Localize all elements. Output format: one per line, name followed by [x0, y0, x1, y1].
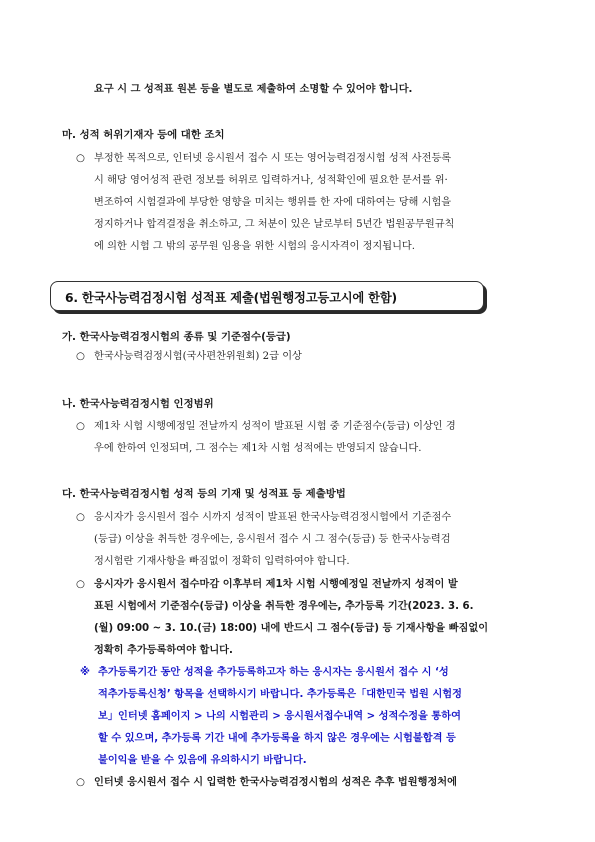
continuation-line: 요구 시 그 성적표 원본 등을 별도로 제출하여 소명할 수 있어야 합니다.	[94, 84, 413, 95]
section-ma-heading: 마. 성적 허위기재자 등에 대한 조치	[62, 129, 225, 141]
section-ma-line-1: 부정한 목적으로, 인터넷 응시원서 접수 시 또는 영어능력검정시험 성적 사전등록	[94, 153, 452, 164]
section-da-p1-line-2: (등급) 이상을 취득한 경우에는, 응시원서 접수 시 그 점수(등급) 등 한국사능력검	[94, 534, 451, 545]
section-na-line-1: 제1차 시험 시행예정일 전날까지 성적이 발표된 시험 중 기준점수(등급) 이상인 경	[94, 421, 456, 432]
section-da-p1-line-3: 정시험란 기재사항을 빠짐없이 정확히 입력하여야 합니다.	[94, 556, 350, 567]
section-6-banner	[50, 281, 484, 311]
section-da-p2-line-1: 응시자가 응시원서 접수마감 이후부터 제1차 시험 시행예정일 전날까지 성적이 발	[94, 579, 458, 590]
section-da-p3-bullet: ○	[76, 777, 85, 788]
note-line-1: 추가등록기간 동안 성적을 추가등록하고자 하는 응시자는 응시원서 접수 시 ‘성	[98, 667, 449, 678]
note-line-4: 할 수 있으며, 추가등록 기간 내에 추가등록을 하지 않은 경우에는 시험불합격 등	[98, 733, 456, 744]
section-ga-bullet: ○	[76, 351, 85, 362]
section-ma-line-3: 변조하여 시험결과에 부당한 영향을 미치는 행위를 한 자에 대하여는 당해 시험을	[94, 197, 452, 208]
section-da-p1-line-1: 응시자가 응시원서 접수 시까지 성적이 발표된 한국사능력검정시험에서 기준점수	[94, 512, 452, 523]
section-ma-line-4: 정지하거나 합격결정을 취소하고, 그 처분이 있은 날로부터 5년간 법원공무원규칙	[94, 219, 455, 230]
section-da-p2-line-2: 표된 시험에서 기준점수(등급) 이상을 취득한 경우에는, 추가등록 기간(2023. 3. 6.	[94, 601, 474, 612]
section-da-p3-line-1: 인터넷 응시원서 접수 시 입력한 한국사능력검정시험의 성적은 추후 법원행정처에	[94, 777, 457, 788]
section-da-p2-bullet: ○	[76, 579, 85, 590]
section-na-heading: 나. 한국사능력검정시험 인정범위	[62, 398, 214, 410]
section-6-title: 6. 한국사능력검정시험 성적표 제출(법원행정고등고시에 한함)	[65, 291, 397, 305]
section-na-bullet: ○	[76, 421, 85, 432]
section-ma-line-5: 에 의한 시험 그 밖의 공무원 임용을 위한 시험의 응시자격이 정지됩니다.	[94, 241, 416, 252]
note-line-3: 보」인터넷 홈페이지 > 나의 시험관리 > 응시원서접수내역 > 성적수정을 통하여	[98, 711, 461, 722]
section-ma-bullet: ○	[76, 153, 85, 164]
section-na-line-2: 우에 한하여 인정되며, 그 점수는 제1차 시험 성적에는 반영되지 않습니다.	[94, 443, 422, 454]
section-ga-heading: 가. 한국사능력검정시험의 종류 및 기준점수(등급)	[62, 331, 291, 343]
section-ga-line: 한국사능력검정시험(국사편찬위원회) 2급 이상	[94, 351, 302, 362]
note-line-2: 적추가등록신청’ 항목을 선택하시기 바랍니다. 추가등록은「대한민국 법원 시험정	[98, 689, 462, 700]
note-line-5: 불이익을 받을 수 있음에 유의하시기 바랍니다.	[98, 755, 307, 766]
note-mark: ※	[80, 667, 90, 678]
section-da-p1-bullet: ○	[76, 512, 85, 523]
section-da-heading: 다. 한국사능력검정시험 성적 등의 기재 및 성적표 등 제출방법	[62, 488, 346, 500]
section-ma-line-2: 시 해당 영어성적 관련 정보를 허위로 입력하거나, 성적확인에 필요한 문서를 위·	[94, 175, 448, 186]
section-da-p2-line-3: (월) 09:00 ~ 3. 10.(금) 18:00) 내에 반드시 그 점수(등급) 등 기재사항을 빠짐없이	[94, 623, 489, 634]
section-da-p2-line-4: 정확히 추가등록하여야 합니다.	[94, 645, 233, 656]
